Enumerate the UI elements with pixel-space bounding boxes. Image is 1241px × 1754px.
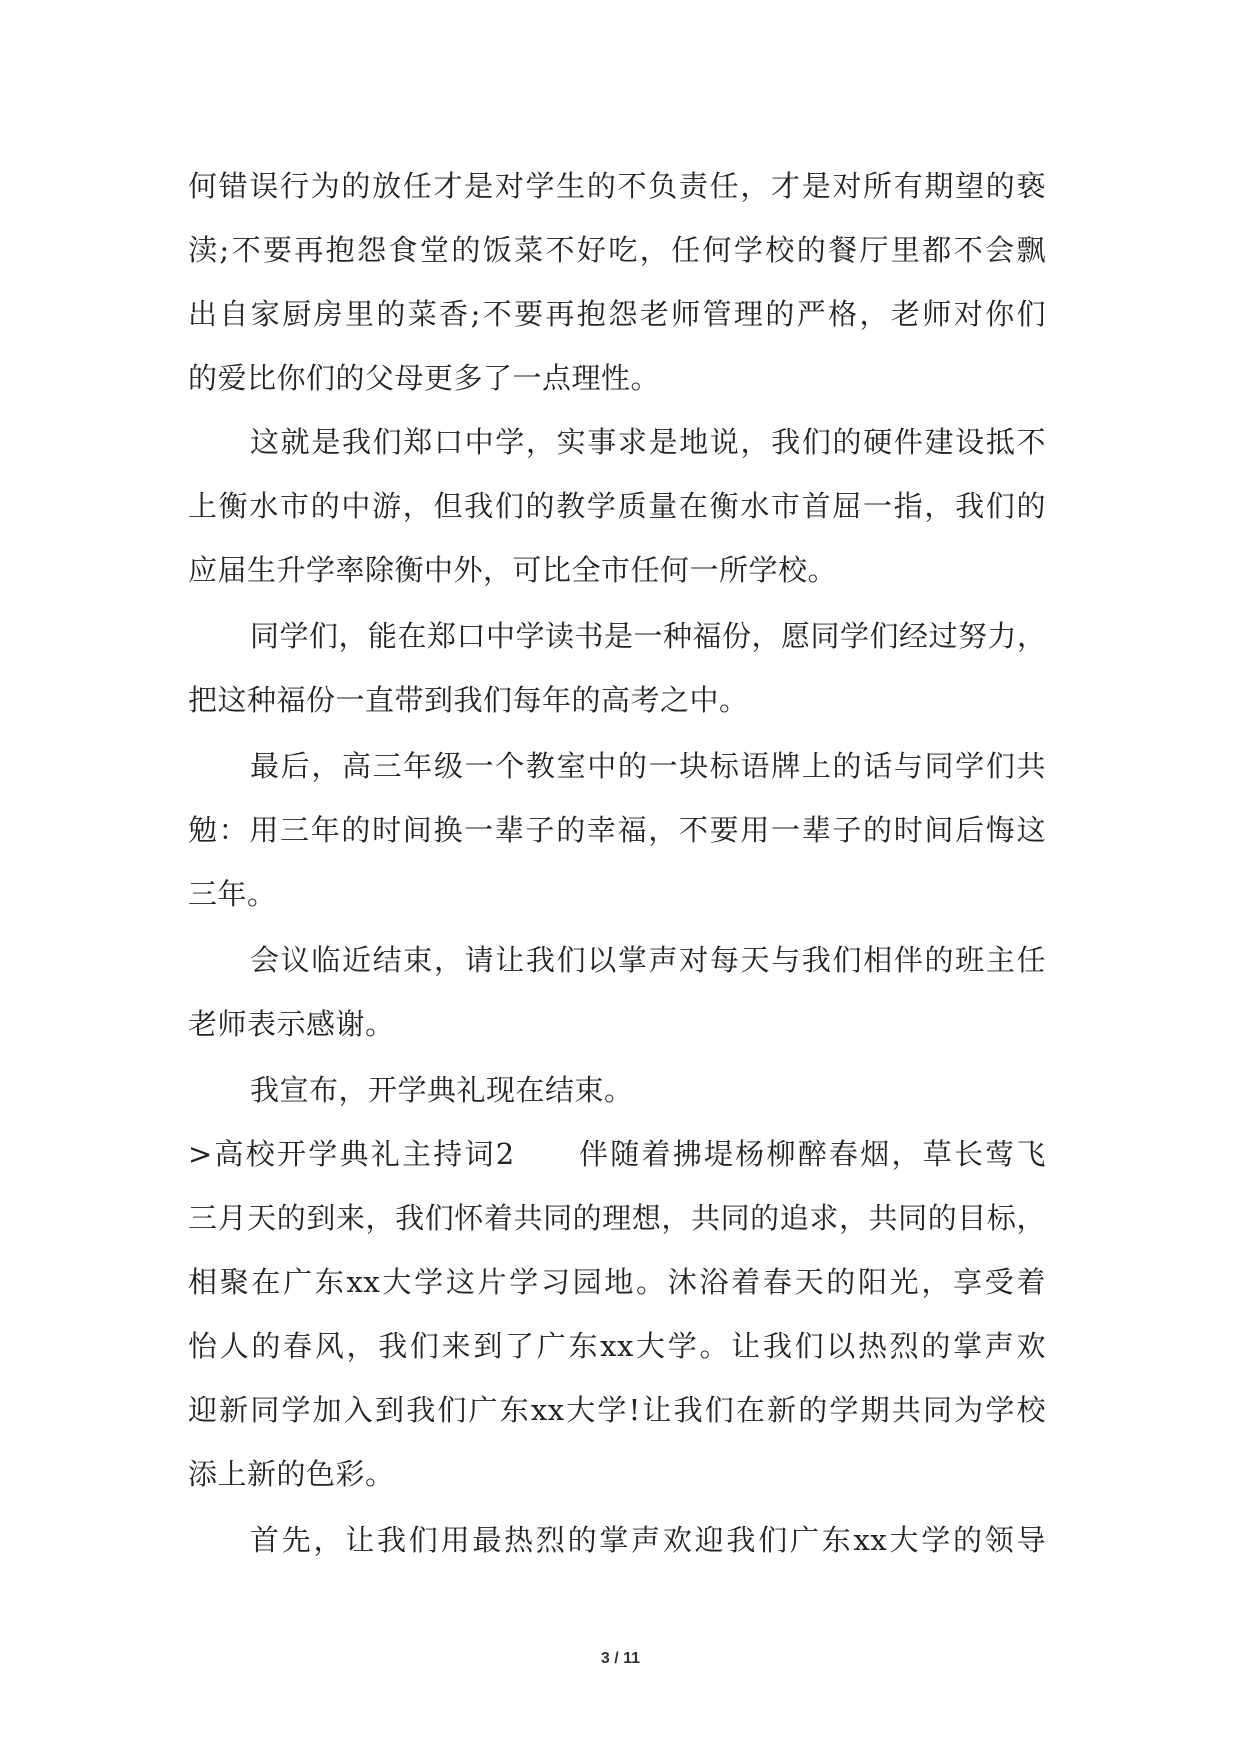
paragraph-line: 应届生升学率除衡中外，可比全市任何一所学校。 — [188, 553, 838, 587]
paragraph-line: 的爱比你们的父母更多了一点理性。 — [188, 361, 661, 395]
paragraph-line: 添上新的色彩。 — [188, 1457, 395, 1491]
paragraph-line: 首先，让我们用最热烈的掌声欢迎我们广东xx大学的领导 — [250, 1523, 1046, 1557]
paragraph-line: 会议临近结束，请让我们以掌声对每天与我们相伴的班主任 — [250, 943, 1046, 977]
page-number: 3 / 11 — [600, 1650, 641, 1667]
paragraph-line: 何错误行为的放任才是对学生的不负责任，才是对所有期望的亵 — [188, 169, 1046, 203]
heading-line: >高校开学典礼主持词2 伴随着拂堤杨柳醉春烟，草长莺飞 — [188, 1137, 1046, 1171]
paragraph-line: 上衡水市的中游，但我们的教学质量在衡水市首屈一指，我们的 — [188, 489, 1046, 523]
paragraph-line: 同学们，能在郑口中学读书是一种福份，愿同学们经过努力， — [250, 619, 1047, 653]
paragraph-line: 迎新同学加入到我们广东xx大学!让我们在新的学期共同为学校 — [188, 1393, 1046, 1427]
paragraph-line: 相聚在广东xx大学这片学习园地。沐浴着春天的阳光，享受着 — [188, 1265, 1046, 1299]
paragraph-line: 把这种福份一直带到我们每年的高考之中。 — [188, 683, 749, 717]
paragraph-line: 三月天的到来，我们怀着共同的理想，共同的追求，共同的目标， — [188, 1201, 1046, 1235]
paragraph-line: 最后，高三年级一个教室中的一块标语牌上的话与同学们共 — [250, 749, 1046, 783]
paragraph-line: 三年。 — [188, 877, 277, 911]
paragraph-line: 出自家厨房里的菜香;不要再抱怨老师管理的严格，老师对你们 — [188, 297, 1046, 331]
paragraph-line: 渎;不要再抱怨食堂的饭菜不好吃，任何学校的餐厅里都不会飘 — [188, 233, 1046, 267]
paragraph-line: 怡人的春风，我们来到了广东xx大学。让我们以热烈的掌声欢 — [188, 1329, 1046, 1363]
paragraph-line: 这就是我们郑口中学，实事求是地说，我们的硬件建设抵不 — [250, 425, 1046, 459]
paragraph-line: 勉：用三年的时间换一辈子的幸福，不要用一辈子的时间后悔这 — [188, 813, 1046, 847]
paragraph-line: 老师表示感谢。 — [188, 1007, 395, 1041]
paragraph-line: 我宣布，开学典礼现在结束。 — [250, 1073, 634, 1107]
